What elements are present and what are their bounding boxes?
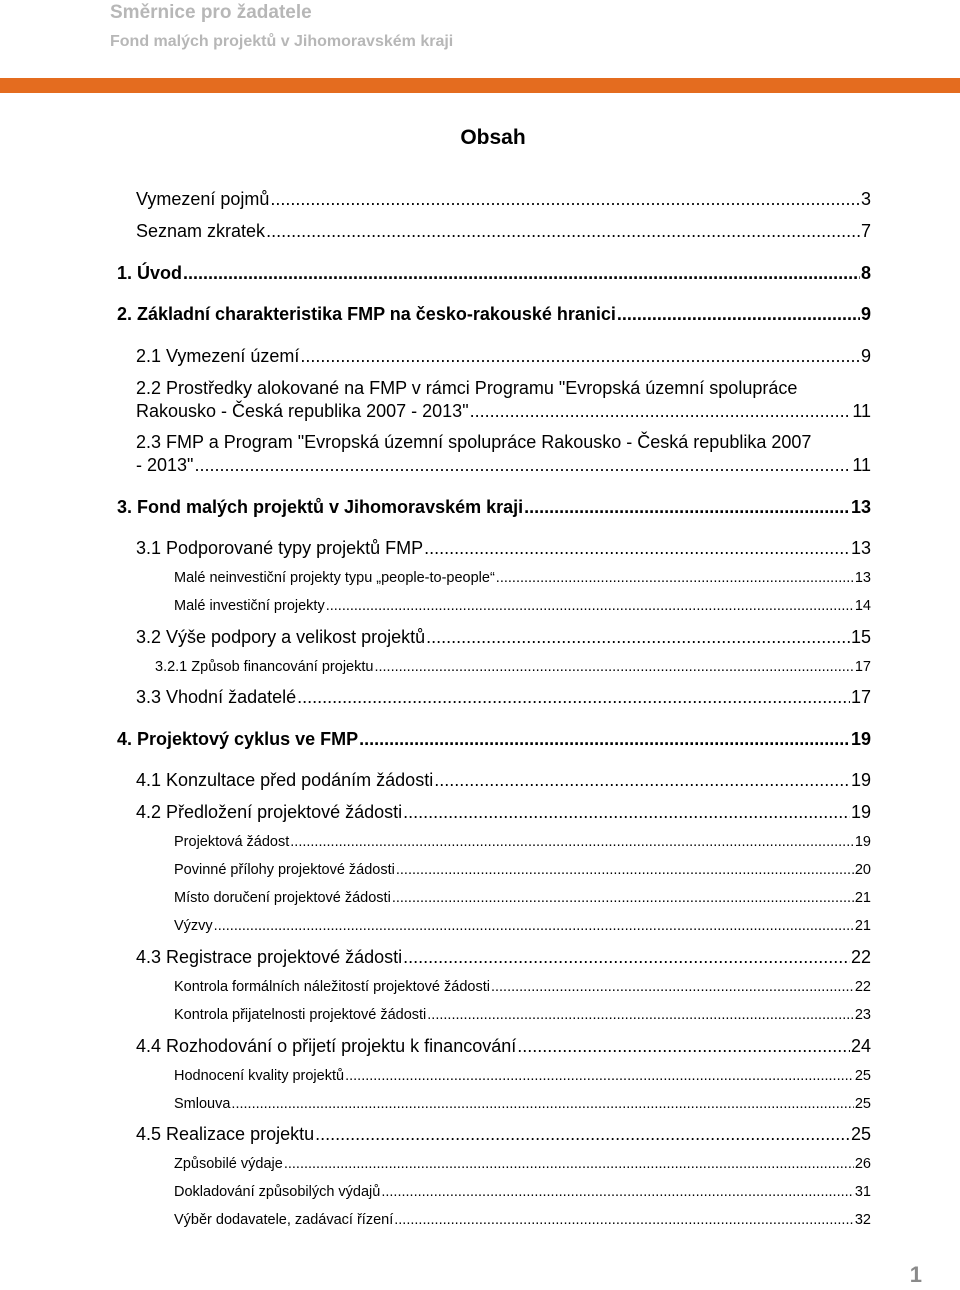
toc-entry-label: Hodnocení kvality projektů [174,1068,345,1084]
toc-entry-label: 4.2 Předložení projektové žádosti [136,802,403,822]
toc-entry-label: 1. Úvod [117,263,183,283]
toc-entry-page: 13 [850,538,871,558]
toc-title: Obsah [460,126,526,149]
toc-entry-page: 17 [854,659,871,675]
toc-entry-label: 3.3 Vhodní žadatelé [136,687,297,707]
toc-entry-page: 20 [854,862,871,878]
toc-entry-page: 15 [850,627,871,647]
toc-entry-label: Kontrola formálních náležitostí projektové žádosti [174,979,490,995]
toc-entry-page: 8 [860,263,871,283]
toc-entry-page: 31 [854,1184,871,1200]
header-title: Směrnice pro žadatele [110,2,312,23]
toc-entry-page: 13 [850,497,871,517]
toc-entry-label: 4.5 Realizace projektu [136,1124,315,1144]
toc-entry-label: 4.3 Registrace projektové žádosti [136,947,403,967]
toc-entry-page: 14 [854,598,871,614]
toc-entry-page: 19 [850,729,871,749]
toc-entry-page: 21 [854,918,871,934]
toc-entry-label: 3.2 Výše podpory a velikost projektů [136,627,426,647]
toc-entry-page: 26 [854,1156,871,1172]
toc-entry-page: 11 [852,401,871,421]
toc-entry-label: Vymezení pojmů [136,189,270,209]
toc-entry-page: 19 [854,834,871,850]
toc-entry-label: Výzvy [174,918,213,934]
toc-entry-label: 3. Fond malých projektů v Jihomoravském kraji [117,497,524,517]
toc-entry-page: 3 [860,189,871,209]
toc-entry-page: 19 [850,770,871,790]
toc-entry-page: 7 [860,221,871,241]
toc-entry-label: Malé neinvestiční projekty typu „people-to-people“ [174,570,495,586]
toc-entry-page: 25 [850,1124,871,1144]
toc-entry-page: 25 [854,1068,871,1084]
toc-entry-page: 22 [854,979,871,995]
toc-entry-label: Povinné přílohy projektové žádosti [174,862,395,878]
toc-entry-page: 32 [854,1212,871,1228]
toc-entry-label: Způsobilé výdaje [174,1156,283,1172]
toc-entry-label: 3.1 Podporované typy projektů FMP [136,538,424,558]
toc-entry-label: Smlouva [174,1096,231,1112]
toc-entry-page: 25 [854,1096,871,1112]
page-number: 1 [909,1262,922,1287]
toc-entry-label: Místo doručení projektové žádosti [174,890,391,906]
header-accent-bar [0,78,960,93]
toc-entry-page: 9 [860,346,871,366]
toc-entry-label: 4. Projektový cyklus ve FMP [117,729,359,749]
toc-entry-label: 2. Základní charakteristika FMP na česko-rakouské hranici [117,304,616,324]
toc-entry-page: 22 [850,947,871,967]
toc-entry-label: Seznam zkratek [136,221,266,241]
toc-entry-label: Kontrola přijatelnosti projektové žádosti [174,1007,427,1023]
toc-entry-label: 2.2 Prostředky alokované na FMP v rámci Programu "Evropská územní spolupráce [136,378,798,398]
toc-entry-page: 13 [854,570,871,586]
toc-entry-page: 11 [852,455,871,475]
toc-entry-page: 17 [850,687,871,707]
toc-entry-label: Projektová žádost [174,834,290,850]
toc-entry-label: 4.4 Rozhodování o přijetí projektu k financování [136,1036,517,1056]
toc-entry-label-continued: Rakousko - Česká republika 2007 - 2013" [136,401,469,421]
toc-entry-label-continued: - 2013" [136,455,194,475]
header-subtitle: Fond malých projektů v Jihomoravském kraji [110,33,454,50]
toc-entry-label: 2.3 FMP a Program "Evropská územní spolupráce Rakousko - Česká republika 2007 [136,432,812,452]
toc-entry-page: 19 [850,802,871,822]
toc-entry-page: 21 [854,890,871,906]
toc-entry-label: 3.2.1 Způsob financování projektu [155,659,374,675]
toc-entry-label: Malé investiční projekty [174,598,325,614]
toc-entry-label: Dokladování způsobilých výdajů [174,1184,381,1200]
toc-entry-label: 2.1 Vymezení území [136,346,300,366]
toc-entry-label: 4.1 Konzultace před podáním žádosti [136,770,434,790]
toc-entry-label: Výběr dodavatele, zadávací řízení [174,1212,394,1228]
toc-entry-page: 9 [860,304,871,324]
toc-entry-page: 23 [854,1007,871,1023]
toc-entry-page: 24 [850,1036,871,1056]
